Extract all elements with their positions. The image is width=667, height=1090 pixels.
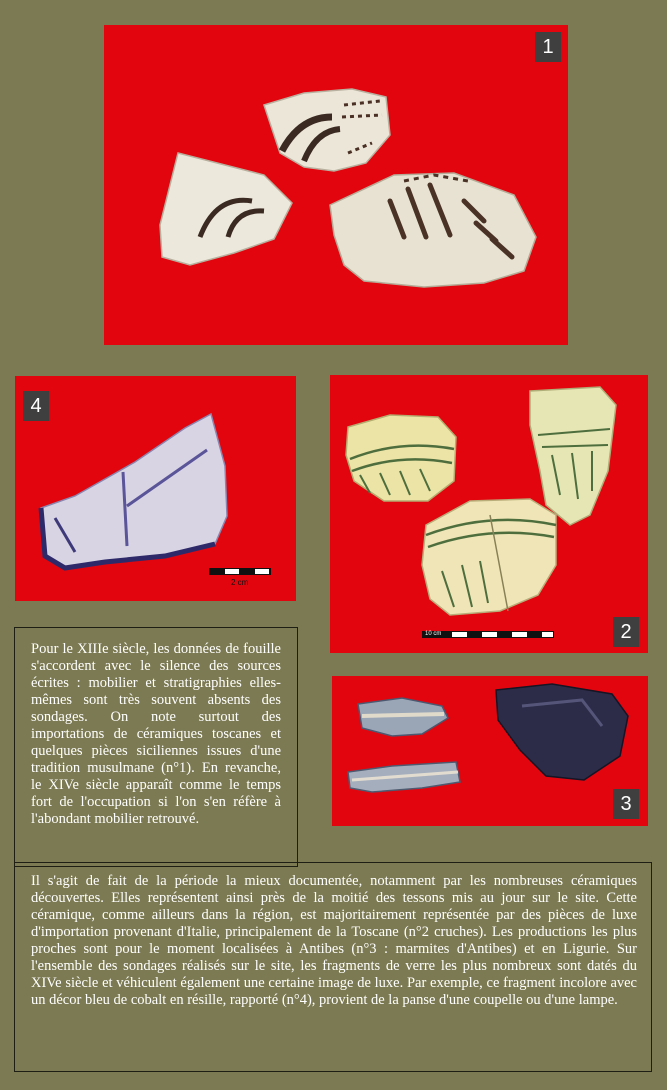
scale-bar-label: 10 cm (425, 631, 442, 637)
text-block-lower (14, 862, 652, 1072)
figure-number-badge: 1 (535, 32, 561, 62)
jug-sherds-image (330, 375, 648, 653)
text-block-upper (14, 627, 298, 867)
figure-number-badge: 4 (23, 391, 49, 421)
figure-number-badge: 2 (613, 617, 639, 647)
figure-number-badge: 3 (613, 789, 639, 819)
scale-bar-label: 2 cm (231, 578, 249, 587)
ceramic-sherds-image-1 (104, 25, 568, 345)
photo-panel-2 (330, 375, 648, 653)
photo-panel-1 (104, 25, 568, 345)
photo-panel-4 (15, 376, 296, 601)
paragraph-thirteenth-century: Pour le XIIIe siècle, les données de fouille s'accordent avec le silence des sources écrites : mobilier et stratigraphies elles-mêmes sont très souvent absents des sondages. On note surtout des importations de céramiques toscanes et quelques pièces siciliennes issues d'une tradition musulmane (n°1). En revanche, le XIVe siècle apparaît comme le temps fort de l'occupation si l'on s'en réfère à l'abondant mobilier retrouvé. (31, 641, 281, 827)
cooking-pot-sherds-image (332, 676, 648, 826)
photo-panel-3 (332, 676, 648, 826)
glass-fragment-image (15, 376, 296, 601)
paragraph-fourteenth-century: Il s'agit de fait de la période la mieux documentée, notamment par les nombreuses céramiques découvertes. Elles représentent ainsi près de la moitié des tessons mis au jour sur le site. Cette céramique, comme ailleurs dans la région, est majoritairement représentée par des pièces de luxe d'importation provenant d'Italie, principalement de la Toscane (n°2 cruches). Les productions les plus proches sont pour le moment localisées à Antibes (n°3 : marmites d'Antibes) et en Ligurie. Sur l'ensemble des sondages réalisés sur le site, les fragments de verre les plus nombreux sont datés du XIVe siècle et véhiculent également une certaine image de luxe. Par exemple, ce fragment incolore avec un décor bleu de cobalt en résille, rapporté (n°4), provient de la panse d'une coupelle ou d'une lampe. (31, 873, 637, 1008)
